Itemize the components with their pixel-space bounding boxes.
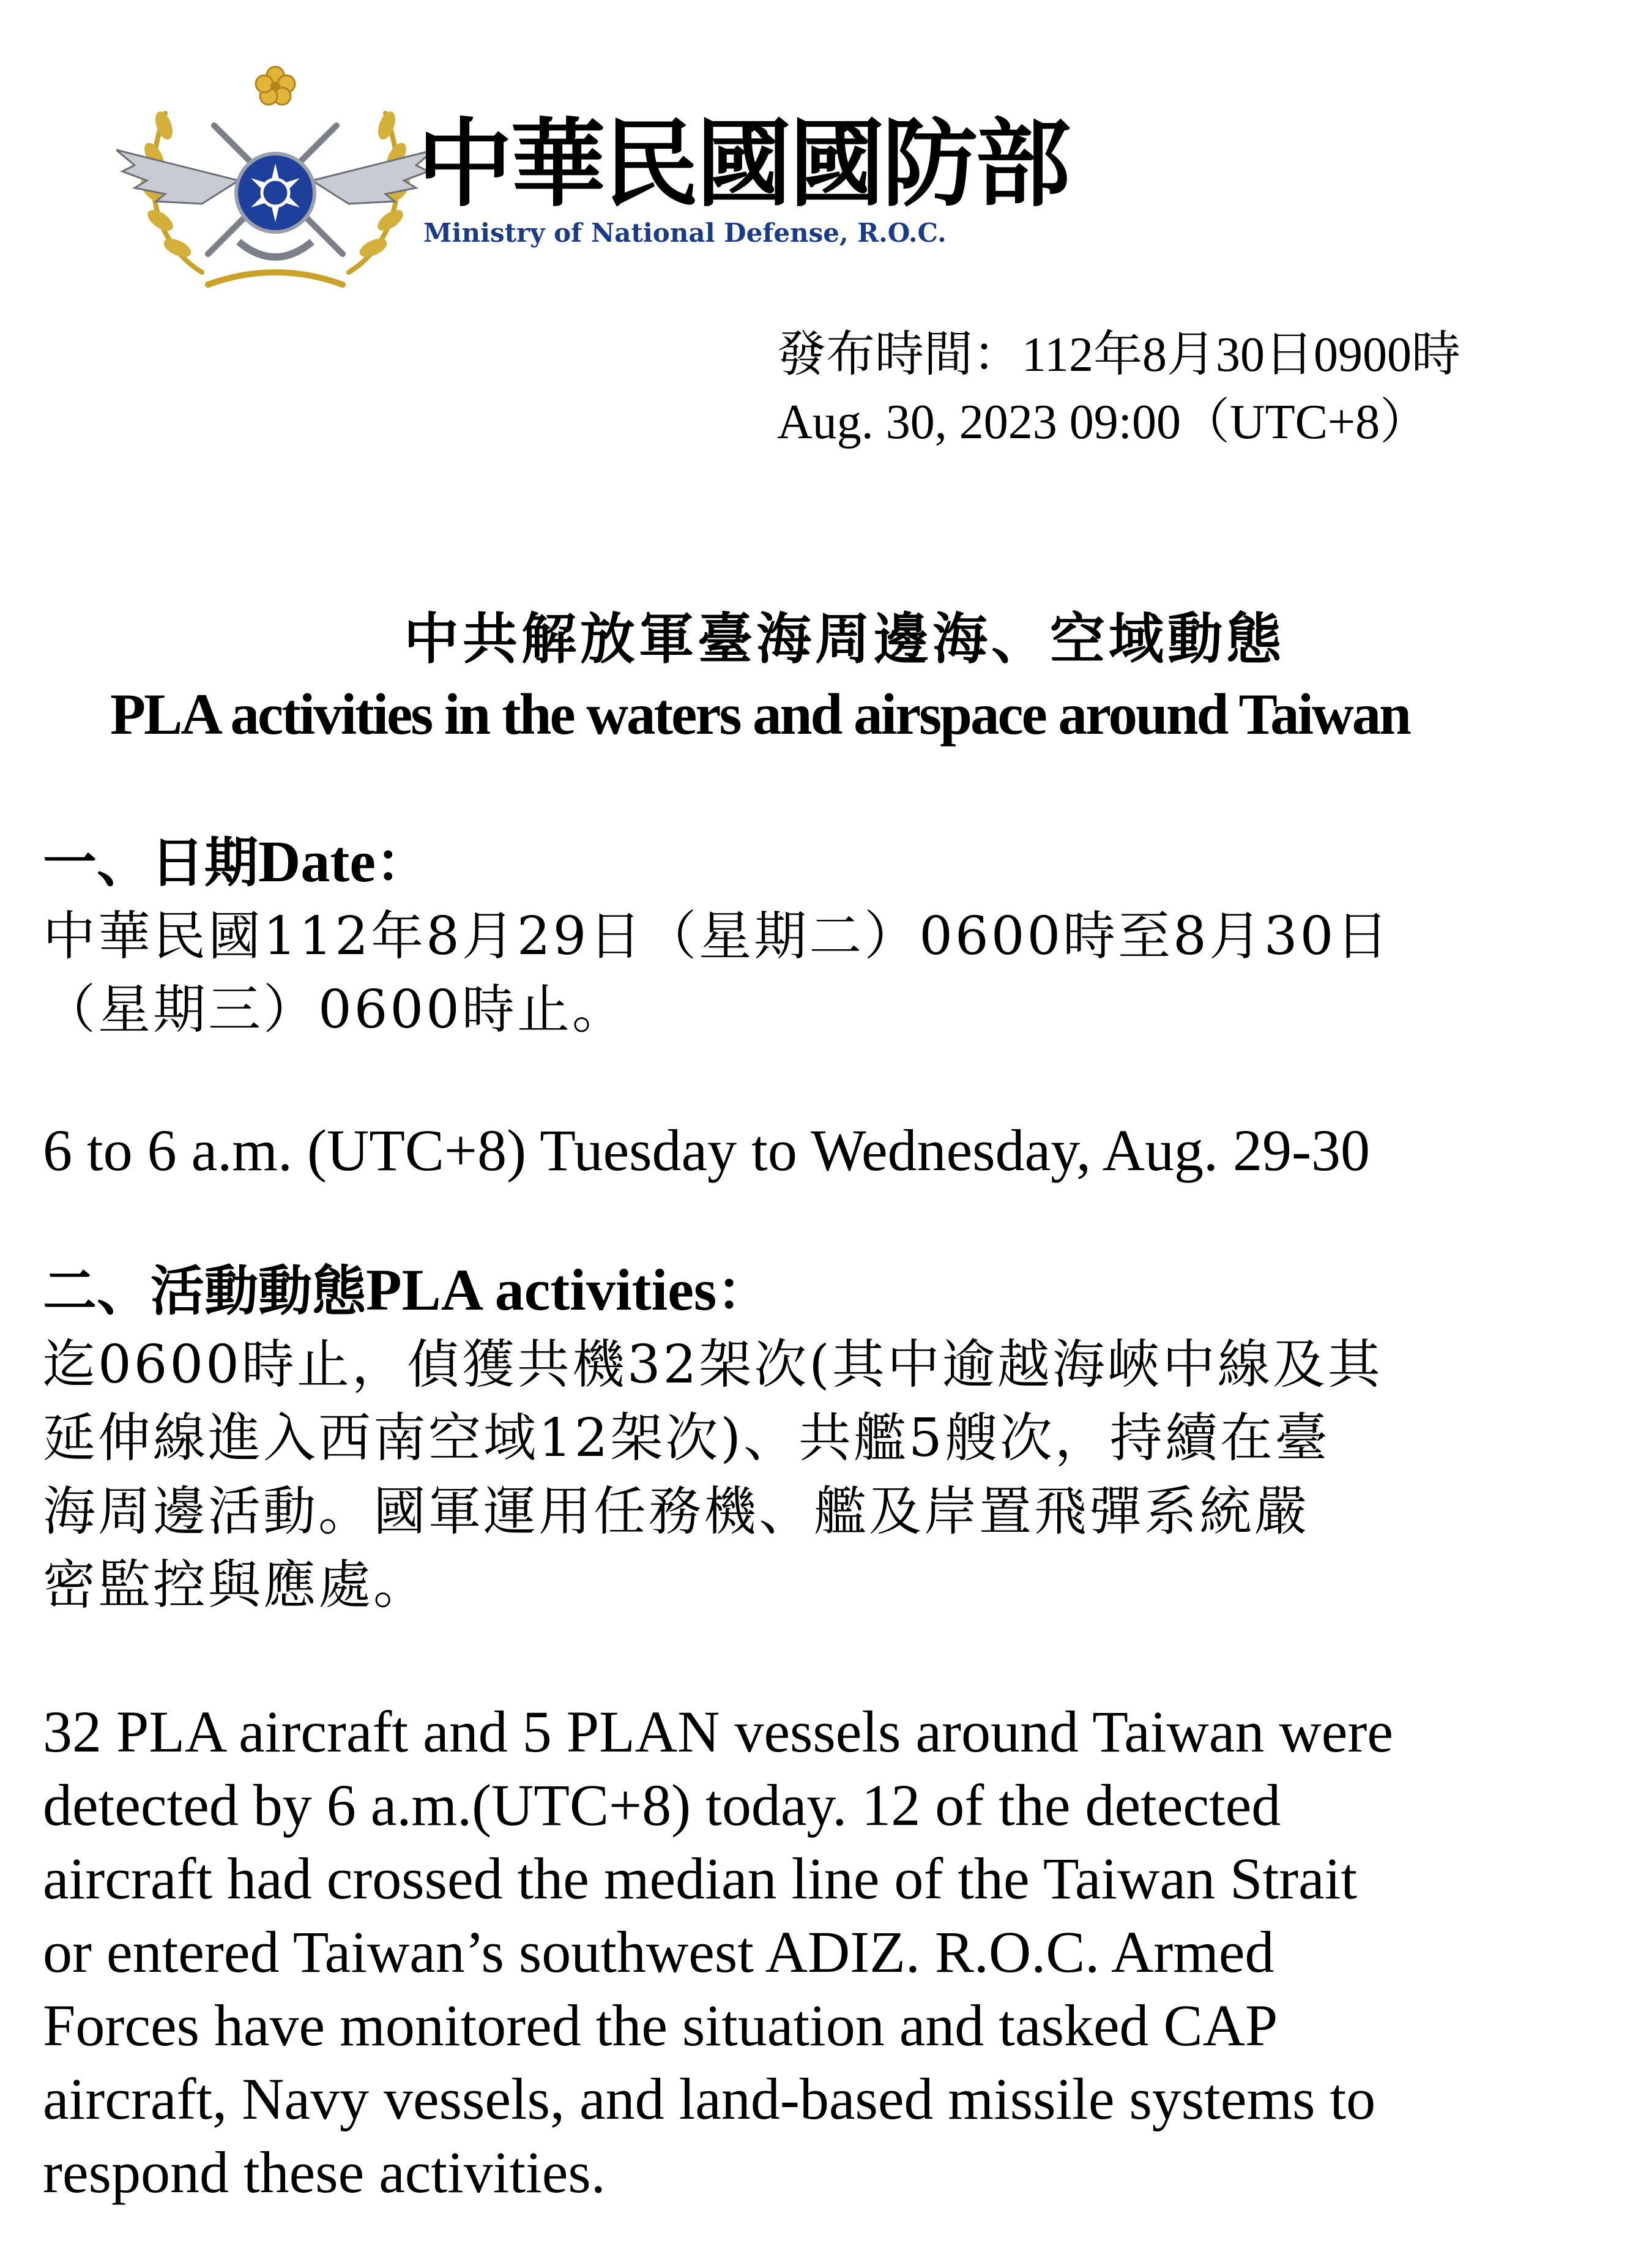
- section-heading-date-en: Date: [258, 829, 376, 894]
- activities-text-en: [43, 1695, 1393, 2209]
- activities-line-en: 32 PLA aircraft and 5 PLAN vessels around Taiwan were: [43, 1699, 1393, 1764]
- release-time-en: Aug. 30, 2023 09:00（UTC+8）: [777, 395, 1429, 449]
- section-heading-activities-colon: ：: [716, 1259, 771, 1323]
- date-text-zh: [43, 900, 1634, 1047]
- date-line: （星期三）0600時止。: [43, 979, 627, 1040]
- section-heading-date: [43, 829, 430, 894]
- release-time-zh: 發布時間：112年8月30日0900時: [777, 328, 1461, 382]
- section-heading-date-colon: ：: [375, 831, 430, 894]
- activities-line-zh: 延伸線進入西南空域12架次)、共艦5艘次，持續在臺: [43, 1408, 1330, 1469]
- section-heading-date-zh: 一、日期: [43, 831, 259, 894]
- activities-line-zh: 海周邊活動。國軍運用任務機、艦及岸置飛彈系統嚴: [43, 1481, 1309, 1542]
- activities-line-en: Forces have monitored the situation and tasked CAP: [43, 1993, 1278, 2058]
- ministry-emblem-icon: [116, 58, 434, 303]
- document-title-en: PLA activities in the waters and airspace around Taiwan: [110, 682, 1410, 747]
- activities-line-en: aircraft, Navy vessels, and land-based missile systems to: [43, 2066, 1376, 2132]
- activities-line-en: respond these activities.: [43, 2140, 606, 2205]
- activities-line-en: aircraft had crossed the median line of the Taiwan Strait: [43, 1846, 1358, 1911]
- ministry-name-zh: 中華民國國防部: [417, 108, 1068, 220]
- activities-line-en: detected by 6 a.m.(UTC+8) today. 12 of the detected: [43, 1772, 1281, 1838]
- activities-line-zh: 密監控與應處。: [43, 1554, 428, 1616]
- date-line: 中華民國112年8月29日（星期二）0600時至8月30日: [43, 906, 1391, 967]
- section-heading-activities-zh: 二、活動動態: [43, 1259, 366, 1323]
- date-text-en: 6 to 6 a.m. (UTC+8) Tuesday to Wednesday, Aug. 29-30: [43, 1117, 1370, 1183]
- activities-line-zh: 迄0600時止，偵獲共機32架次(其中逾越海峽中線及其: [43, 1334, 1383, 1395]
- document-title-zh: 中共解放軍臺海周邊海、空域動態: [404, 607, 1285, 671]
- section-heading-activities: [43, 1257, 771, 1323]
- activities-line-en: or entered Taiwan’s southwest ADIZ. R.O.C. Armed: [43, 1919, 1274, 1985]
- section-heading-activities-en: PLA activities: [366, 1257, 717, 1323]
- ministry-name-en: Ministry of National Defense, R.O.C.: [423, 218, 947, 248]
- activities-text-zh: [43, 1328, 1634, 1622]
